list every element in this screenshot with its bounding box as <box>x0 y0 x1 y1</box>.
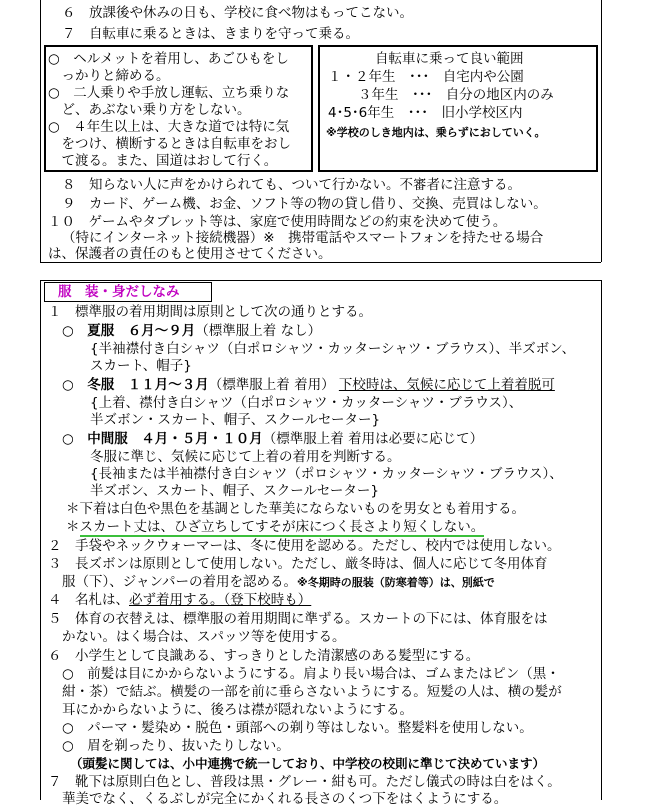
winter-note: （標準服上着 着用） <box>208 377 335 393</box>
hair-rule-1-cont-1: 紺・茶）で結ぶ。横髪の一部を前に垂らさないようにする。短髪の人は、横の髪が <box>62 684 562 700</box>
mid-items-1: 冬服に準じ、気候に応じて上着の着用を判断する。 <box>90 449 401 465</box>
rule-8: ８ 知らない人に声をかけられても、ついて行かない。不審者に注意する。 <box>62 177 521 193</box>
section-frame-left <box>40 280 41 800</box>
helmet-line-6: をつけ、横断するときは自転車をおし <box>48 136 291 152</box>
range-row-2: ３年生 ･･･ 自分の地区内のみ <box>358 87 554 103</box>
mid-items-2: {長袖または半袖襟付き白シャツ（ポロシャツ・カッターシャツ・ブラウス）、 <box>90 466 563 482</box>
clothing-item-5: ５ 体育の衣替えは、標準服の着用期間に準ずる。スカートの下には、体育服をは <box>48 611 548 627</box>
clothing-item-4 <box>48 591 311 609</box>
top-frame-left <box>40 0 41 262</box>
section-frame-top <box>40 280 601 281</box>
rule-10: １０ ゲームやタブレット等は、家庭で使用時間などの約束を決めて使う。 <box>48 214 507 230</box>
hair-rule-1: ○ 前髪は目にかからないようにする。肩より長い場合は、ゴムまたはピン（黒・ <box>62 666 560 682</box>
summer-items-2: スカート、帽子} <box>90 358 192 374</box>
hair-rule-3: ○ 眉を剃ったり、抜いたりしない。 <box>62 738 290 754</box>
clothing-item-3: ３ 長ズボンは原則として使用しない。ただし、厳冬時は、個人に応じて冬用体育 <box>48 556 548 572</box>
clothing-item-1: １ 標準服の着用期間は原則として次の通りとする。 <box>48 304 372 320</box>
item-3-text: 服（下）、ジャンパーの着用を認める。 <box>62 574 298 590</box>
clothing-item-7: ７ 靴下は原則白色とし、普段は黒・グレー・紺も可。ただし儀式の時は白をはく。 <box>48 774 561 790</box>
range-note: ※学校のしき地内は、乗らずにおしていく。 <box>326 126 546 139</box>
clothing-item-3-cont <box>62 573 495 592</box>
helmet-line-1: ○ ヘルメットを着用し、あごひもをし <box>48 51 289 67</box>
winter-label: 冬服 １１月～３月 <box>87 377 209 393</box>
winter-items-2: 半ズボン・スカート、帽子、スクールセーター} <box>90 412 381 428</box>
summer-header: ○ 夏服 ６月～９月（標準服上着 なし） <box>62 323 322 339</box>
clothing-item-7-cont: 華美でなく、くるぶしが完全にかくれる長さのくつ下をはくようにする。 <box>62 791 508 807</box>
item-4-prefix: ４ 名札は、 <box>48 592 129 608</box>
winter-extra: 下校時は、気候に応じて上着着脱可 <box>338 377 555 393</box>
summer-items-1: {半袖襟付き白シャツ（白ポロシャツ・カッターシャツ・ブラウス）、半ズボン、 <box>90 341 576 357</box>
clothing-item-5-cont: かない。はく場合は、スパッツ等を使用する。 <box>62 629 346 645</box>
mid-note: （標準服上着 着用は必要に応じて） <box>262 431 484 447</box>
helmet-line-2: っかりと締める。 <box>48 68 170 84</box>
section-heading: 服 装・身だしなみ <box>58 284 180 300</box>
range-title: 自転車に乗って良い範囲 <box>375 51 524 67</box>
note-underwear: ＊下着は白色や黒色を基調とした華美にならないものを男女とも着用する。 <box>66 501 525 517</box>
clothing-item-2: ２ 手袋やネックウォーマーは、冬に使用を認める。ただし、校内では使用しない。 <box>48 538 561 554</box>
helmet-line-7: て渡る。また、国道はおして行く。 <box>48 153 278 169</box>
item-4-underlined: 必ず着用する。（登下校時も） <box>129 592 312 608</box>
rule-9: ９ カード、ゲーム機、お金、ソフト等の物の貸し借り、交換、売買はしない。 <box>62 196 547 212</box>
mid-items-3: 半ズボン、スカート、帽子、スクールセーター} <box>90 483 379 499</box>
range-row-1: １・２年生 ･･･ 自宅内や公園 <box>328 69 524 85</box>
section-frame-right <box>601 280 602 800</box>
winter-header: ○ 冬服 １１月～３月（標準服上着 着用） 下校時は、気候に応じて上着着脱可 <box>62 377 555 393</box>
hair-policy-note: （頭髪に関しては、小中連携で統一しており、中学校の校則に準じて決めています） <box>70 756 546 771</box>
summer-label: 夏服 ６月～９月 <box>87 323 196 339</box>
hair-rule-2: ○ パーマ・髪染め・脱色・頭部への剃り等はしない。整髪料を使用しない。 <box>62 720 533 736</box>
note-skirt-prefix: ＊ <box>66 519 80 535</box>
note-skirt-length <box>66 518 484 536</box>
hair-rule-1-cont-2: 耳にかからないように、後ろは襟が隠れないようにする。 <box>62 702 413 718</box>
rule-6: ６ 放課後や休みの日も、学校に食べ物はもってこない。 <box>62 5 413 21</box>
note-skirt-text: スカート丈は、ひざ立ちしてすそが床につく長さより短くしない。 <box>79 519 485 535</box>
rule-10-cont-2: は、保護者の責任のもと使用させてください。 <box>48 246 332 262</box>
helmet-line-3: ○ 二人乗りや手放し運転、立ち乗りな <box>48 85 290 101</box>
helmet-line-5: ○ ４年生以上は、大きな道では特に気 <box>48 119 290 135</box>
rule-10-cont-1: （特にインターネット接続機器）※ 携帯電話やスマートフォンを持たせる場合 <box>62 230 544 246</box>
range-row-3: 4･5･6年生 ･･･ 旧小学校区内 <box>328 105 523 121</box>
mid-header: ○ 中間服 ４月・５月・１０月（標準服上着 着用は必要に応じて） <box>62 431 484 447</box>
winter-items-1: {上着、襟付き白シャツ（白ポロシャツ・カッターシャツ・ブラウス）、 <box>90 395 523 411</box>
item-3-bold-note: ※冬期時の服装（防寒着等）は、別紙で <box>297 576 495 589</box>
top-frame-right <box>601 0 602 262</box>
mid-label: 中間服 ４月・５月・１０月 <box>87 431 263 447</box>
clothing-item-6: ６ 小学生として良識ある、すっきりとした清潔感のある髪型にする。 <box>48 648 480 664</box>
rule-7: ７ 自転車に乗るときは、きまりを守って乗る。 <box>62 26 359 42</box>
helmet-line-4: ど、あぶない乗り方をしない。 <box>48 102 251 118</box>
summer-note: （標準服上着 なし） <box>195 323 322 339</box>
